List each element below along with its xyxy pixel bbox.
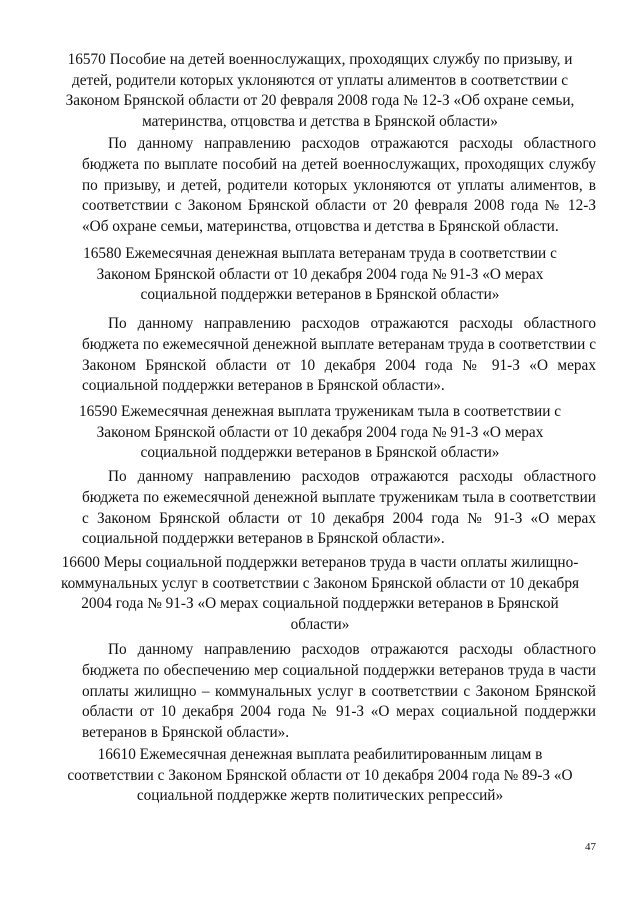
paragraph-text: По данному направлению расходов отражаются расходы областного бюджета по ежемесячной денежной выплате ветеранам труда в соответствии с Законом Брянской области от 10 декабря 2004 года № 91-З «О мерах социальной поддержки ветеранов в Брянской области». (82, 315, 596, 395)
section-paragraph-16600 (82, 640, 596, 744)
section-heading-16570: 16570 Пособие на детей военнослужащих, проходящих службу по призыву, и детей, родители которых уклоняются от уплаты алиментов в соответствии с Законом Брянской области от 20 февраля 2008 года № 12-З «Об охране семьи, материнства, отцовства и детства в Брянской области» (65, 51, 575, 130)
paragraph-text: По данному направлению расходов отражаются расходы областного бюджета по выплате пособий на детей военнослужащих, проходящих службу по призыву, и детей, родители которых уклоняются от уплаты алиментов, в соответствии с Законом Брянской области от 20 февраля 2008 года № 12-З «Об охране семьи, материнства, отцовства и детства в Брянской области. (82, 135, 596, 236)
section-heading-16610: 16610 Ежемесячная денежная выплата реабилитированным лицам в соответствии с Законом Брянской области от 10 декабря 2004 года № 89-З «О социальной поддержке жертв политических репрессий» (67, 746, 573, 804)
section-heading-16590: 16590 Ежемесячная денежная выплата труженикам тыла в соответствии с Законом Брянской области от 10 декабря 2004 года № 91-З «О мерах социальной поддержки ветеранов в Брянской области» (78, 403, 562, 461)
page-number: 47 (585, 841, 596, 853)
section-heading-16600: 16600 Меры социальной поддержки ветеранов труда в части оплаты жилищно-коммунальных услуг в соответствии с Законом Брянской области от 10 декабря 2004 года № 91-З «О мерах социальной поддержки ветеранов в Брянской области» (60, 554, 580, 633)
paragraph-text: По данному направлению расходов отражаются расходы областного бюджета по обеспечению мер социальной поддержки ветеранов труда в части оплаты жилищно – коммунальных услуг в соответствии с Законом Брянской области от 10 декабря 2004 года № 91-З «О мерах социальной поддержки ветеранов в Брянской области». (82, 641, 596, 742)
section-paragraph-16570 (82, 134, 596, 238)
paragraph-text: По данному направлению расходов отражаются расходы областного бюджета по ежемесячной денежной выплате труженикам тыла в соответствии с Законом Брянской области от 10 декабря 2004 года № 91-З «О мерах социальной поддержки ветеранов в Брянской области». (82, 468, 596, 548)
section-paragraph-16590 (82, 467, 596, 550)
section-paragraph-16580 (82, 314, 596, 397)
section-heading-16580: 16580 Ежемесячная денежная выплата ветеранам труда в соответствии с Законом Брянской области от 10 декабря 2004 года № 91-З «О мерах социальной поддержки ветеранов в Брянской области» (83, 245, 557, 303)
